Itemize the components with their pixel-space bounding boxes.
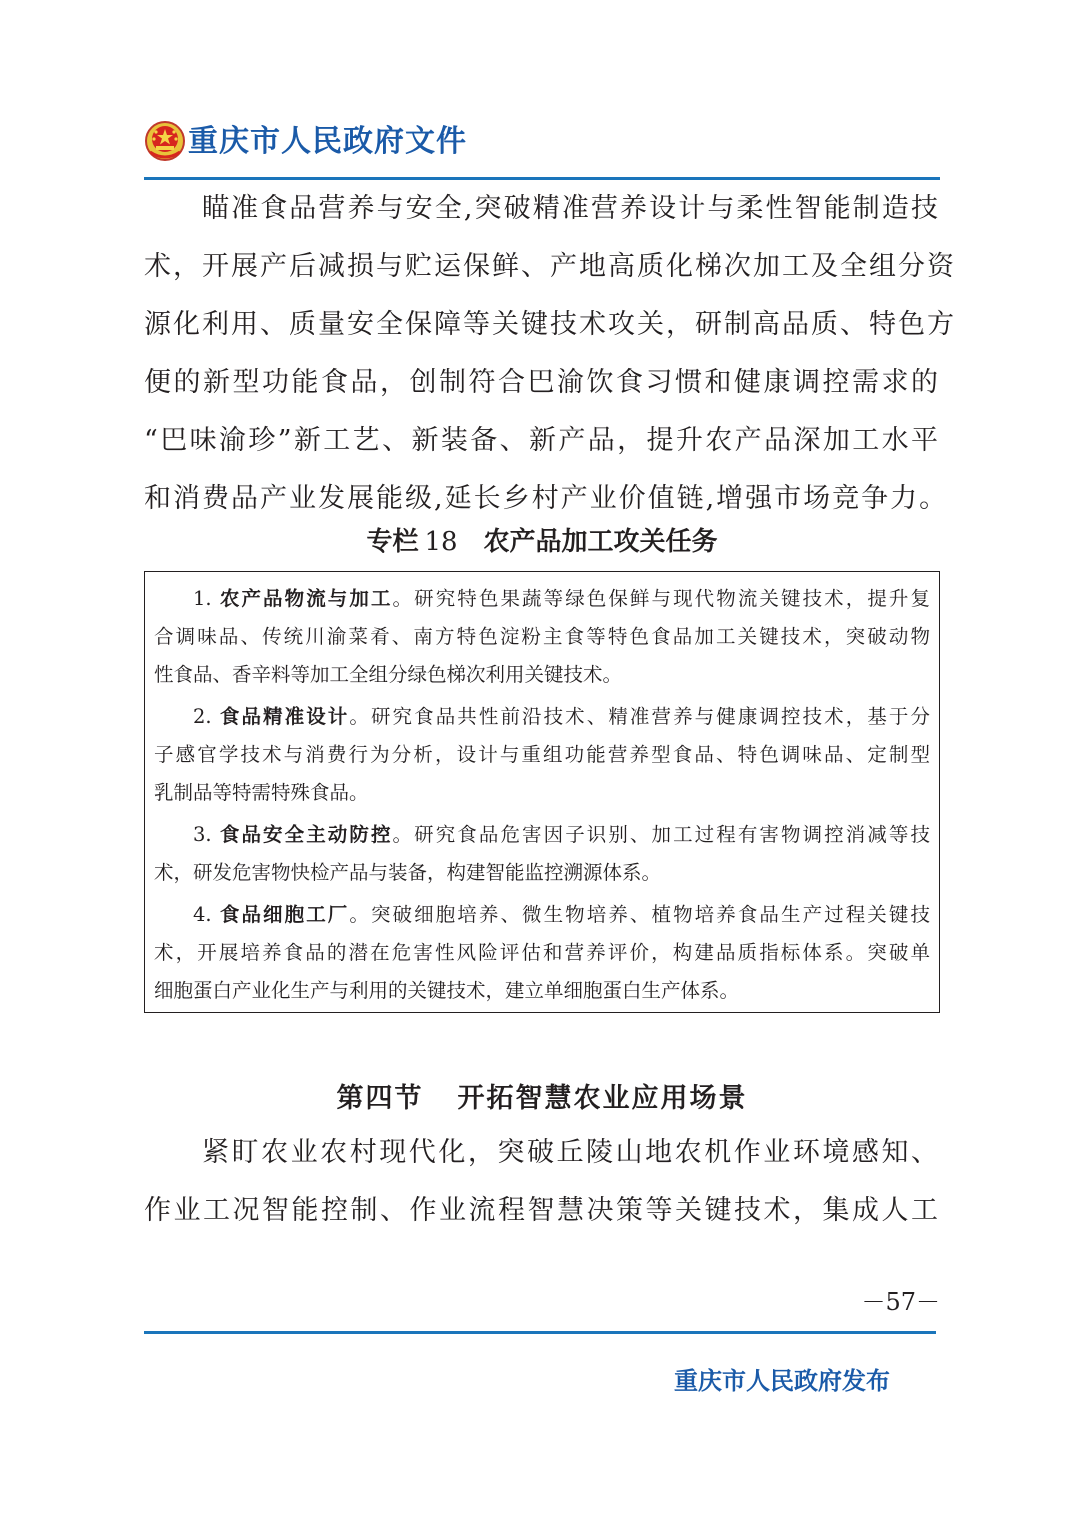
section-label: 第四节	[336, 1083, 424, 1114]
box-item-number: 3.	[193, 823, 212, 846]
paragraph-line: 术，开展产后减损与贮运保鲜、产地高质化梯次加工及全组分资	[144, 251, 956, 282]
box-item-line: 乳制品等特需特殊食品。	[154, 781, 369, 804]
box-item	[154, 698, 930, 812]
box-item-number: 1.	[193, 587, 212, 610]
box-item-number: 4.	[193, 903, 212, 926]
box-item-head: 食品细胞工厂	[219, 903, 350, 926]
paragraph-line: 瞄准食品营养与安全,突破精准营养设计与柔性智能制造技	[202, 193, 940, 224]
paragraph-line: 紧盯农业农村现代化，突破丘陵山地农机作业环境感知、	[202, 1137, 940, 1168]
paragraph-line: 源化利用、质量安全保障等关键技术攻关，研制高品质、特色方	[144, 309, 956, 340]
box-item-text: 。研究食品危害因子识别、加工过程有害物调控消减等技	[392, 823, 930, 846]
paragraph-line: 作业工况智能控制、作业流程智慧决策等关键技术，集成人工	[144, 1195, 940, 1226]
box-item-line: 术，研发危害物快检产品与装备，构建智能监控溯源体系。	[154, 861, 662, 884]
box-item-line: 合调味品、传统川渝菜肴、南方特色淀粉主食等特色食品加工关键技术，突破动物	[154, 625, 930, 648]
footer-publisher: 重庆市人民政府发布	[674, 1367, 890, 1395]
paragraph-line: 和消费品产业发展能级,延长乡村产业价值链,增强市场竞争力。	[144, 483, 949, 514]
box-item-head: 食品精准设计	[219, 705, 350, 728]
box-item-line: 细胞蛋白产业化生产与利用的关键技术，建立单细胞蛋白生产体系。	[154, 979, 740, 1002]
box-item-text: 。研究食品共性前沿技术、精准营养与健康调控技术，基于分	[349, 705, 930, 728]
body-paragraph-2	[144, 1124, 940, 1240]
box-item-line	[154, 698, 930, 736]
paragraph-line: 便的新型功能食品，创制符合巴渝饮食习惯和健康调控需求的	[144, 367, 940, 398]
box-item-line	[154, 896, 930, 934]
header-title: 重庆市人民政府文件	[188, 124, 467, 159]
box-item	[154, 816, 930, 892]
box-title	[144, 520, 940, 564]
body-paragraph-1	[144, 180, 956, 528]
box-item-head: 农产品物流与加工	[219, 587, 393, 610]
box-item-line: 术，开展培养食品的潜在危害性风险评估和营养评价，构建品质指标体系。突破单	[154, 941, 930, 964]
box-item-head: 食品安全主动防控	[219, 823, 393, 846]
box-item-text: 。突破细胞培养、微生物培养、植物培养食品生产过程关键技	[349, 903, 930, 926]
box-item-line: 性食品、香辛料等加工全组分绿色梯次利用关键技术。	[154, 663, 623, 686]
box-title-number: 18	[424, 527, 458, 557]
box-item-number: 2.	[193, 705, 212, 728]
box-item	[154, 580, 930, 694]
box-title-prefix: 专栏	[366, 527, 419, 557]
page-number: －57－	[861, 1288, 940, 1316]
box-item	[154, 896, 930, 1010]
box-item-line	[154, 580, 930, 618]
page-header	[144, 118, 940, 168]
section-title: 开拓智慧农业应用场景	[457, 1083, 748, 1114]
box-item-line: 子感官学技术与消费行为分析，设计与重组功能营养型食品、特色调味品、定制型	[154, 743, 930, 766]
national-emblem-icon	[144, 120, 186, 162]
section-heading	[144, 1077, 940, 1121]
box-item-text: 。研究特色果蔬等绿色保鲜与现代物流关键技术，提升复	[392, 587, 930, 610]
box-title-text: 农产品加工攻关任务	[483, 527, 718, 557]
column-box-content	[154, 580, 930, 1014]
box-item-line	[154, 816, 930, 854]
column-box	[144, 571, 940, 1013]
footer-divider	[144, 1331, 936, 1334]
paragraph-line: “巴味渝珍”新工艺、新装备、新产品，提升农产品深加工水平	[144, 425, 940, 456]
